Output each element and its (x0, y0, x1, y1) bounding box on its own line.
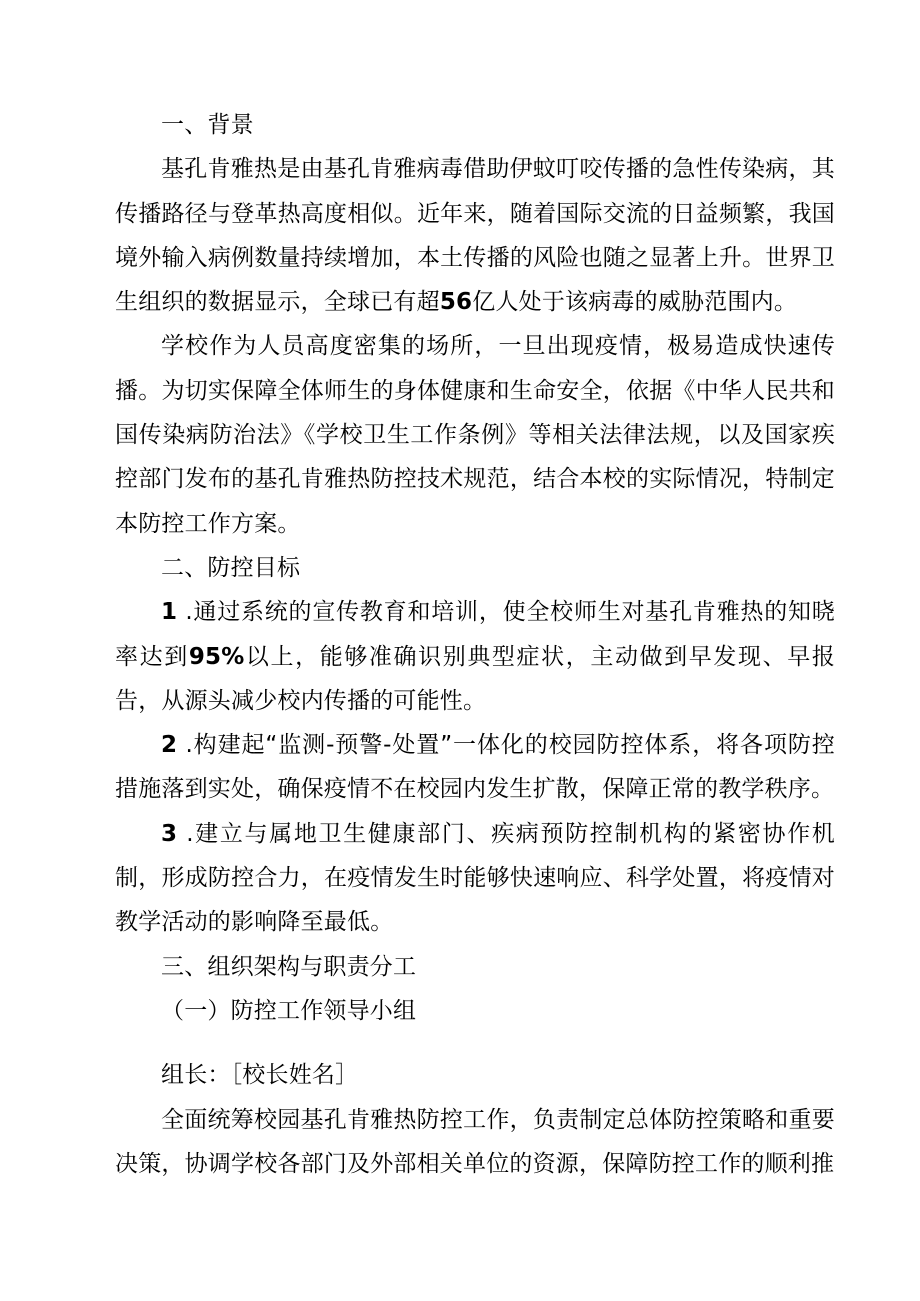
subsection-heading-leadership-group: （一）防控工作领导小组 (161, 997, 417, 1024)
goal-1-number: 1 (161, 599, 178, 626)
leader-duty-paragraph: 全面统筹校园基孔肯雅热防控工作，负责制定总体防控策略和重要决策，协调学校各部门及外部相关单位的资源，保障防控工作的顺利推 (115, 1106, 835, 1177)
leader-line: 组长：［校长姓名］ (161, 1062, 359, 1089)
goal-1-text-b: 以上，能够准确识别典型症状，主动做到早发现、早报告，从源头减少校内传播的可能性。 (115, 643, 835, 714)
goal-item-1 (115, 590, 835, 723)
goal-2-number: 2 (161, 732, 178, 759)
background-paragraph-1 (115, 147, 835, 324)
goal-3-text: .建立与属地卫生健康部门、疾病预防控制机构的紧密协作机制，形成防控合力，在疫情发生时能够快速响应、科学处置，将疫情对教学活动的影响降至最低。 (115, 820, 835, 936)
goal-1-percentage: 95% (188, 643, 245, 670)
section-heading-organization: 三、组织架构与职责分工 (161, 953, 417, 980)
goal-3-number: 3 (161, 820, 178, 847)
goal-2-text: .构建起“监测-预警-处置”一体化的校园防控体系，将各项防控措施落到实处，确保疫情不在校园内发生扩散，保障正常的教学秩序。 (115, 732, 835, 803)
section-heading-goals: 二、防控目标 (161, 554, 301, 581)
document-page (115, 103, 835, 1186)
background-paragraph-2: 学校作为人员高度密集的场所，一旦出现疫情，极易造成快速传播。为切实保障全体师生的身体健康和生命安全，依据《中华人民共和国传染病防治法》《学校卫生工作条例》等相关法律法规，以及国家疾控部门发布的基孔肯雅热防控技术规范，结合本校的实际情况，特制定本防控工作方案。 (115, 333, 835, 537)
goal-item-3 (115, 812, 835, 945)
background-paragraph-1-text: 基孔肯雅热是由基孔肯雅病毒借助伊蚊叮咬传播的急性传染病，其传播路径与登革热高度相似。近年来，随着国际交流的日益频繁，我国境外输入病例数量持续增加，本土传播的风险也随之显著上升。世界卫生组织的数据显示，全球已有超 (115, 156, 835, 316)
background-paragraph-1-end: 亿人处于该病毒的威胁范围内。 (472, 289, 798, 316)
section-heading-background: 一、背景 (161, 112, 254, 138)
population-number: 56 (439, 289, 473, 316)
goal-1-text-a: .通过系统的宣传教育和培训，使全校师生对基孔肯雅热的知晓率达到 (115, 599, 835, 670)
goal-item-2 (115, 723, 835, 812)
